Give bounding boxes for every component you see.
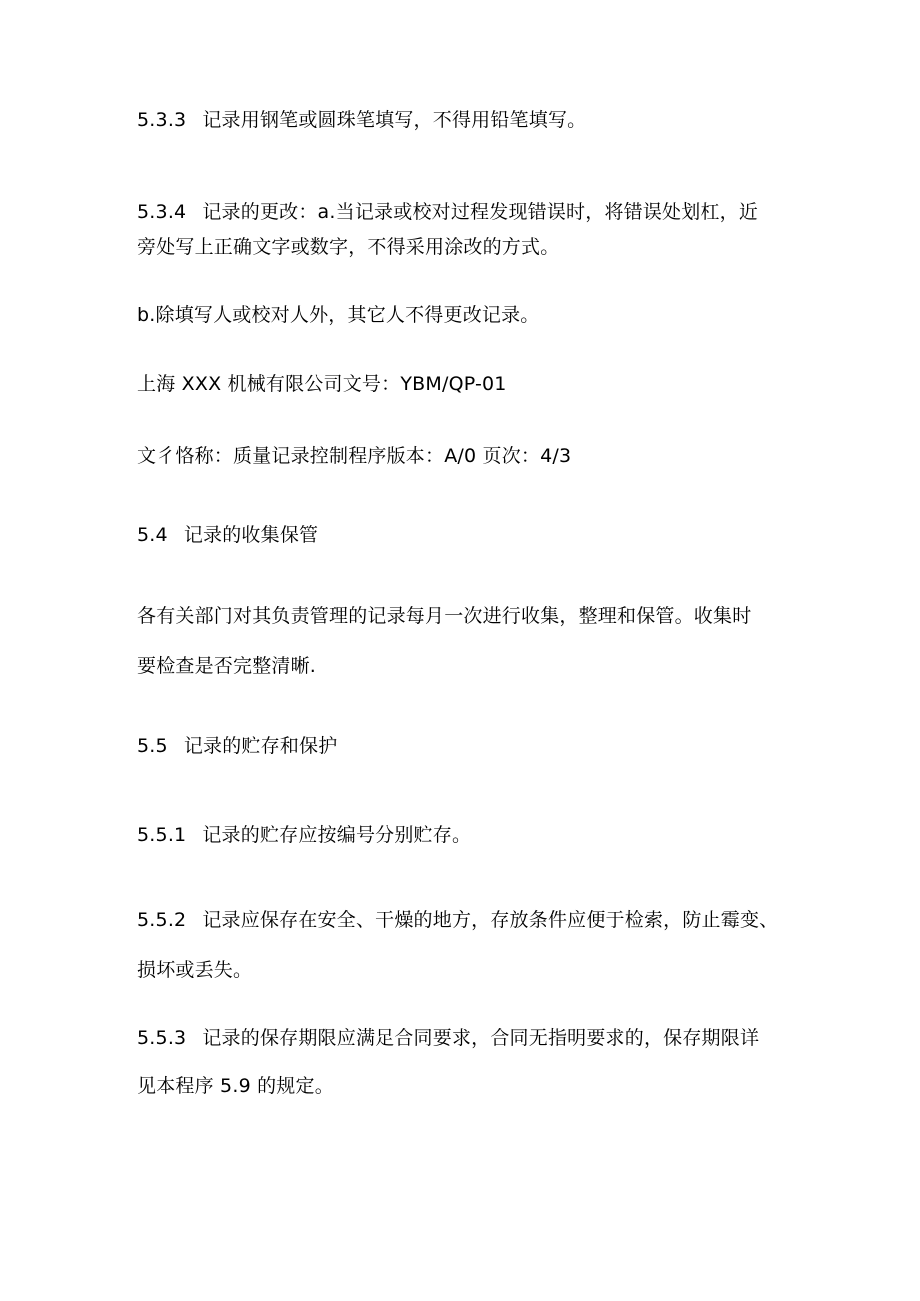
document-header-company: 上海 XXX 机械有限公司文号：YBM/QP-01 (137, 373, 507, 395)
clause-text: 记录用钢笔或圆珠笔填写，不得用铅笔填写。 (202, 109, 587, 131)
clause-number: 5.5.2 (137, 909, 187, 931)
clause-5-3-4-b: b.除填写人或校对人外，其它人不得更改记录。 (137, 304, 540, 326)
clause-5-5-3-line1 (137, 1026, 797, 1050)
clause-5-3-4-line1 (137, 200, 797, 224)
section-number: 5.4 (137, 524, 168, 546)
section-5-4-heading (137, 523, 797, 547)
document-header-name: 文彳恪称：质量记录控制程序版本：A/0 页次：4/3 (137, 445, 572, 467)
clause-5-5-1 (137, 823, 797, 847)
clause-5-3-3 (137, 108, 797, 132)
clause-number: 5.5.1 (137, 824, 187, 846)
clause-text: 记录的更改：a.当记录或校对过程发现错误时，将错误处划杠，近 (202, 201, 759, 223)
section-number: 5.5 (137, 735, 168, 757)
clause-text: 记录的贮存应按编号分别贮存。 (202, 824, 472, 846)
section-5-4-body-line1: 各有关部门对其负责管理的记录每月一次进行收集，整理和保管。收集时 (137, 605, 752, 627)
section-5-4-body-line2: 要检查是否完整清晰. (137, 655, 317, 677)
clause-number: 5.3.3 (137, 109, 187, 131)
section-5-5-heading (137, 734, 797, 758)
section-title: 记录的贮存和保护 (183, 735, 338, 757)
section-title: 记录的收集保管 (183, 524, 319, 546)
clause-5-5-2-line1 (137, 908, 797, 932)
clause-5-5-2-line2: 损坏或丢失。 (137, 959, 253, 981)
clause-number: 5.3.4 (137, 201, 187, 223)
clause-text: 记录的保存期限应满足合同要求，合同无指明要求的，保存期限详 (202, 1027, 760, 1049)
clause-number: 5.5.3 (137, 1027, 187, 1049)
clause-text: 记录应保存在安全、干燥的地方，存放条件应便于检索，防止霉变、 (202, 909, 779, 931)
clause-5-3-4-line2: 旁处写上正确文字或数字，不得采用涂改的方式。 (137, 236, 560, 258)
clause-5-5-3-line2: 见本程序 5.9 的规定。 (137, 1075, 334, 1097)
